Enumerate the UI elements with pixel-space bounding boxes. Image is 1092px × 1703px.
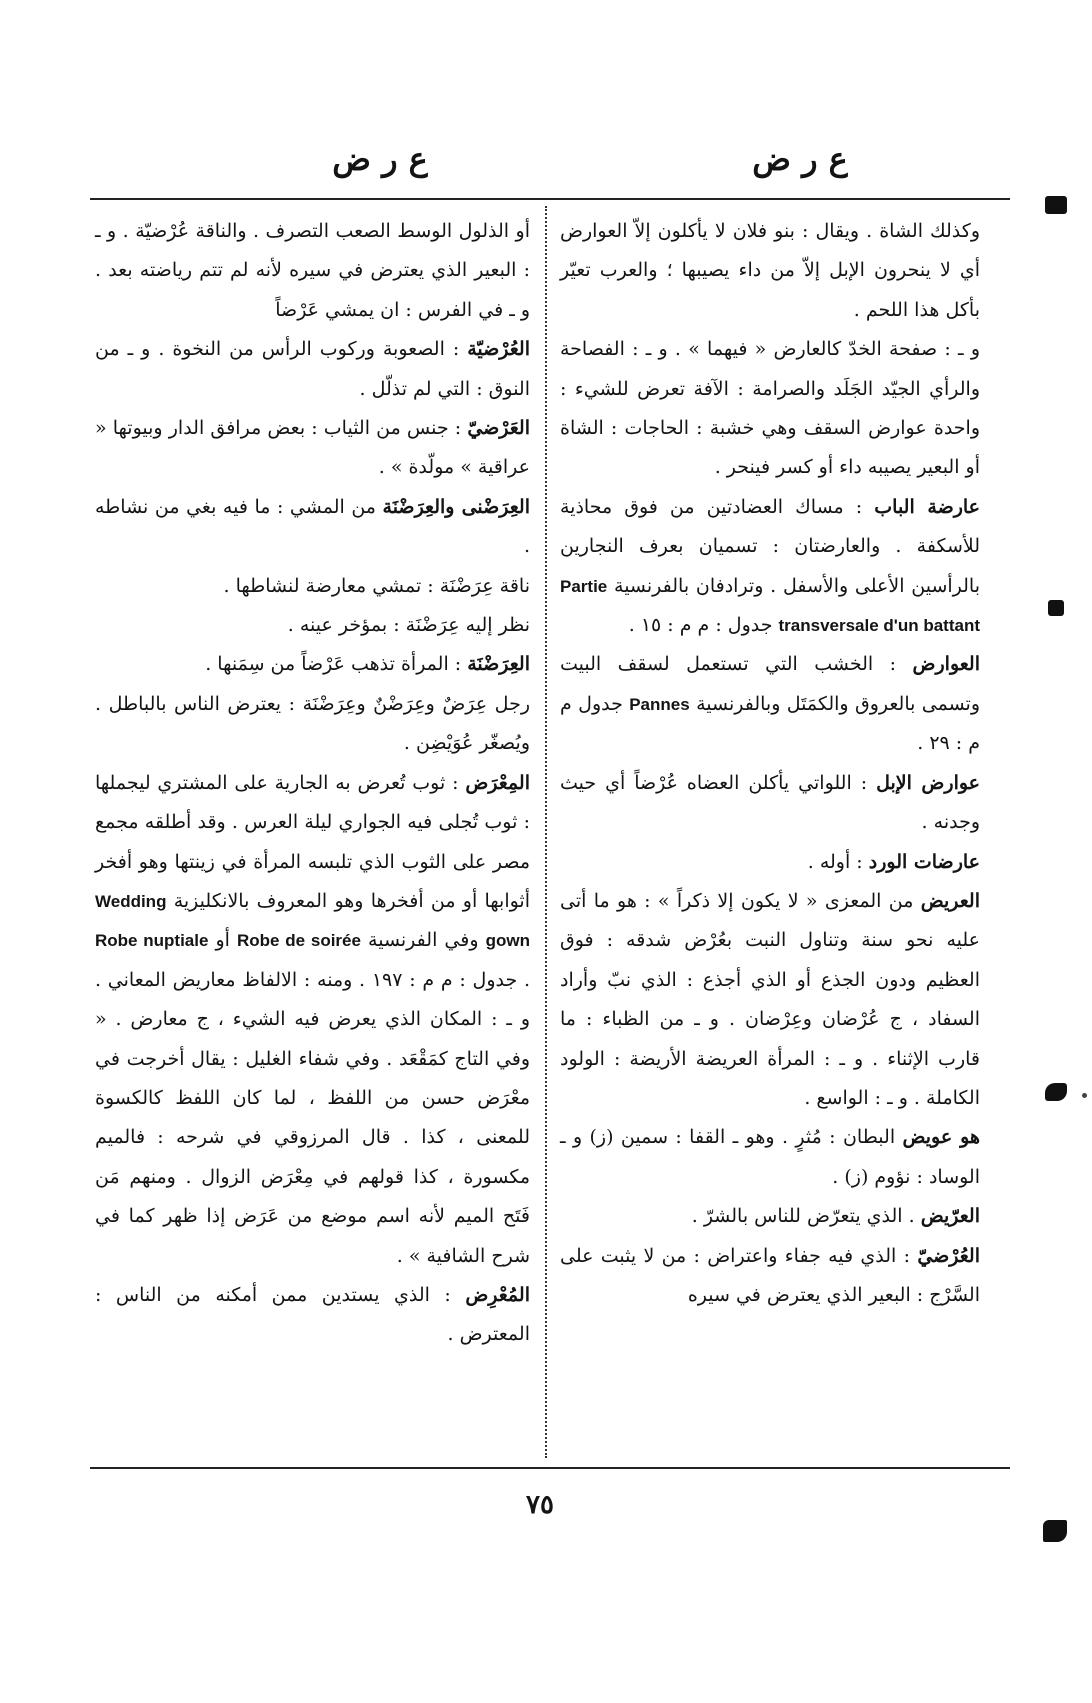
entry-definition: من المعزى « لا يكون إلا ذكراً » : هو ما أتى عليه نحو سنة وتناول النبت بعُرْض شدقه : فوق العظيم ودون الجذع أو الذي أجذع : الذي نبّ وأراد السفاد ، ج عُرْضان وعِرْضان . و ـ من الظباء : ما قارب الإثناء . و ـ : المرأة العريضة الأريضة : الولود الكاملة . و ـ : الواسع . (560, 889, 980, 1109)
footer-rule (90, 1467, 1010, 1469)
right-column (560, 212, 980, 1315)
left-column (95, 212, 530, 1355)
entry-headword: عارضات الورد (868, 850, 980, 873)
entry-french-term: Robe nuptiale (95, 931, 209, 951)
margin-mark (1048, 600, 1064, 616)
entry-definition: : الذي يستدين ممن أمكنه من الناس : المعترض . (95, 1283, 530, 1346)
column-divider (545, 206, 547, 1458)
entry-definition: البطان : مُثرٍ . وهو ـ القفا : سمين (ز) و ـ الوساد : نؤوم (ز) . (560, 1126, 980, 1188)
header-rule (90, 198, 1010, 200)
entry-definition: نظر إليه عِرَضْنَة : بمؤخر عينه . (287, 614, 530, 637)
entry-headword: العِرَضْنَة (467, 653, 530, 676)
entry-definition: أو الذلول الوسط الصعب التصرف . والناقة عُرْضيّة . و ـ : البعير الذي يعترض في سيره لأنه لم تتم رياضته بعد . و ـ في الفرس : ان يمشي عَرْضاً (95, 220, 530, 321)
entry-definition: جدول م م : ٢٩ . (560, 692, 980, 755)
entry-definition: ناقة عِرَضْنَة : تمشي معارضة لنشاطها . (223, 574, 530, 597)
dictionary-entry (560, 212, 980, 330)
entry-headword: عارضة الباب (874, 495, 981, 518)
entry-headword: المِعْرَض (465, 771, 530, 794)
dictionary-entry (95, 212, 530, 330)
entry-definition: وكذلك الشاة . ويقال : بنو فلان لا يأكلون إلاّ العوارض أي لا ينحرون الإبل إلاّ من داء يصيبها ؛ والعرب تعيّر بأكل هذا اللحم . (560, 220, 980, 321)
dictionary-entry (95, 488, 530, 567)
dictionary-entry (560, 843, 980, 882)
entry-headword: المُعْرِض (465, 1283, 530, 1306)
dictionary-entry (560, 330, 980, 488)
entry-definition: . الذي يتعرّض للناس بالشرّ . (691, 1205, 921, 1228)
dictionary-entry (95, 1276, 530, 1355)
entry-definition: أو (208, 929, 238, 952)
entry-definition: : الخشب التي تستعمل لسقف البيت وتسمى بالعروق والكمَتَل وبالفرنسية (560, 653, 980, 715)
entry-definition: : الذي فيه جفاء واعتراض : من لا يثبت على السَّرْج : البعير الذي يعترض في سيره (560, 1244, 980, 1306)
entry-definition: . جدول : م م : ١٩٧ . ومنه : الالفاظ معاريض المعاني . و ـ : المكان الذي يعرض فيه الشيء ، ج معارض . « وفي التاج كمَقْعَد . وفي شفاء الغليل : يقال أخرجت في معْرَض حسن من اللفظ ، لما كان اللفظ كالكسوة للمعنى ، كذا . قال المرزوقي في شرحه : فالميم مكسورة ، كذا قولهم في مِعْرَض الزوال . ومنهم مَن فَتَح الميم لأنه اسم موضع من عَرَض إذا ظهر كما في شرح الشافية » . (95, 968, 530, 1267)
entry-headword: العرّيض (920, 1205, 980, 1228)
margin-mark (1045, 196, 1067, 214)
entry-definition: : مساك العضادتين من فوق محاذية للأسكفة . والعارضتان : تسميان بعرف النجارين بالرأسين الأعلى والأسفل . وترادفان بالفرنسية (560, 495, 980, 597)
dictionary-entry (560, 882, 980, 1118)
margin-mark (1045, 1083, 1067, 1101)
dictionary-entry (95, 409, 530, 488)
entry-definition: من المشي : ما فيه بغي من نشاطه . (95, 495, 530, 558)
entry-headword: العوارض (912, 653, 980, 676)
entry-definition: جدول : م م : ١٥ . (628, 614, 779, 637)
margin-speck (1082, 1093, 1087, 1098)
entry-headword: هو عويض (902, 1126, 980, 1149)
entry-headword: العُرْضيّ (917, 1244, 980, 1267)
entry-definition: : المرأة تذهب عَرْضاً من سِمَنها . (205, 653, 468, 676)
dictionary-entry (560, 764, 980, 843)
entry-french-term: Robe de soirée (237, 931, 361, 951)
dictionary-entry (560, 645, 980, 763)
page-header-right: ع ر ض (752, 140, 848, 178)
entry-definition: رجل عِرَضٌ وعِرَضْنٌ وعِرَضْنَة : يعترض الناس بالباطل . ويُصغّر عُوَيْضِن . (95, 692, 530, 755)
dictionary-entry (95, 764, 530, 1276)
entry-definition: : الصعوبة وركوب الرأس من النخوة . و ـ من النوق : التي لم تذلّل . (95, 338, 530, 400)
entry-definition: : ثوب تُعرض به الجارية على المشتري ليجملها : ثوب تُجلى فيه الجواري ليلة العرس . وقد أطلقه مجمع مصر على الثوب الذي تلبسه المرأة في زينتها وهو أفخر أثوابها أو من أفخرها وهو المعروف بالانكليزية (95, 771, 530, 912)
page-number: ٧٥ (526, 1490, 554, 1520)
dictionary-entry (560, 1197, 980, 1236)
dictionary-entry (95, 330, 530, 409)
entry-definition: وفي الفرنسية (360, 929, 486, 952)
entry-definition: : أوله . (807, 850, 869, 873)
entry-french-term: Partie transversale d'un battant (560, 576, 980, 636)
dictionary-entry (95, 567, 530, 606)
entry-headword: العِرَضْنى والعِرَضْنَة (382, 495, 531, 518)
page-header-left: ع ر ض (332, 140, 428, 178)
dictionary-entry (95, 606, 530, 645)
entry-french-term: Wedding gown (95, 891, 530, 951)
dictionary-entry (560, 1237, 980, 1316)
margin-mark (1043, 1520, 1067, 1542)
entry-definition: : جنس من الثياب : بعض مرافق الدار وبيوتها « عراقية » مولّدة » . (95, 417, 530, 479)
entry-headword: عوارض الإبل (876, 771, 981, 794)
entry-french-term: Pannes (629, 694, 690, 714)
dictionary-entry (560, 488, 980, 646)
dictionary-entry (560, 1118, 980, 1197)
entry-headword: العُرْضيّة (467, 338, 530, 361)
dictionary-entry (95, 645, 530, 684)
entry-definition: : اللواتي يأكلن العضاه عُرْضاً أي حيث وجدنه . (560, 771, 980, 834)
entry-headword: العَرْضيّ (467, 417, 530, 440)
entry-definition: و ـ : صفحة الخدّ كالعارض « فيهما » . و ـ : الفصاحة والرأي الجيّد الجَلَد والصرامة : الآفة تعرض للشيء : واحدة عوارض السقف وهي خشبة : الحاجات : الشاة أو البعير يصيبه داء أو كسر فينحر . (560, 338, 980, 479)
entry-headword: العريض (920, 889, 980, 912)
dictionary-entry (95, 685, 530, 764)
